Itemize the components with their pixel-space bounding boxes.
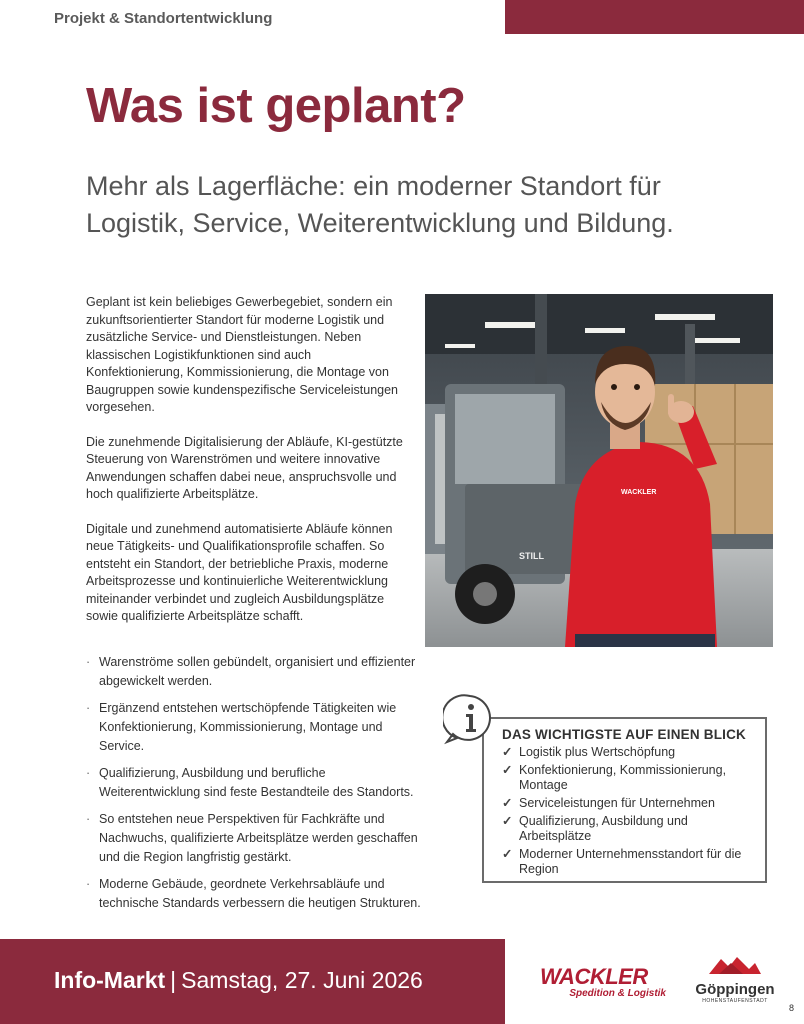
- warehouse-photo: [425, 294, 773, 647]
- key-facts-title: DAS WICHTIGSTE AUF EINEN BLICK: [502, 727, 746, 742]
- check-icon: ✓: [502, 796, 513, 810]
- mountains-icon: [707, 955, 763, 975]
- list-item: [502, 847, 755, 877]
- list-item: [502, 814, 755, 844]
- shirt-logo: WACKLER: [621, 489, 657, 496]
- list-item: · Ergänzend entstehen wertschöpfende Tätigkeiten wie Konfektionierung, Kommissionierung, Montage und Service.: [86, 699, 426, 756]
- paragraph: Die zunehmende Digitalisierung der Abläufe, KI-gestützte Steuerung von Warenströmen und weitere innovative Anwendungen schaffen dabei neue, anspruchsvolle und hoch qualifizierte Arbeitsplätze.: [86, 434, 403, 501]
- paragraph: Geplant ist kein beliebiges Gewerbegebiet, sondern ein zukunftsorientierter Standort für moderne Logistik und zusätzliche Service- und Dienstleistungen. Neben klassischen Logistikfunktionen sind auch Konfektionierung, Kommissionierung, die Montage von Baugruppen sowie kundenspezifische Serviceleistungen vorgesehen.: [86, 295, 399, 414]
- forklift-label: STILL: [519, 551, 544, 561]
- photo-illustration: [425, 294, 773, 647]
- goeppingen-logo-subtitle: HOHENSTAUFENSTADT: [702, 998, 768, 1004]
- key-facts-list: [502, 745, 755, 877]
- wackler-logo-name: WACKLER: [540, 964, 648, 989]
- list-item: [502, 745, 755, 760]
- goeppingen-logo: [690, 955, 780, 1004]
- paragraph: Digitale und zunehmend automatisierte Abläufe können neue Tätigkeits- und Qualifikationsprofile schaffen. So entsteht ein Standort, der betriebliche Praxis, moderne Arbeitsprozesse und kontinuierliche Weiterentwicklung miteinander verbindet und zugleich Ausbildungsplätze sowie qualifizierte Arbeitsplätze schafft.: [86, 521, 393, 623]
- footer-separator: |: [170, 967, 177, 993]
- key-fact-text: Konfektionierung, Kommissionierung, Montage: [519, 763, 727, 792]
- section-label: Projekt & Standortentwicklung: [54, 10, 273, 27]
- check-icon: ✓: [502, 763, 513, 777]
- check-icon: ✓: [502, 814, 513, 828]
- check-icon: ✓: [502, 847, 513, 861]
- event-info: [54, 967, 423, 994]
- list-item: [502, 796, 755, 811]
- check-icon: ✓: [502, 745, 513, 759]
- list-item: · Moderne Gebäude, geordnete Verkehrsabläufe und technische Standards verbessern die heutigen Strukturen.: [86, 875, 426, 913]
- key-fact-text: Logistik plus Wertschöpfung: [519, 745, 676, 759]
- page-title: Was ist geplant?: [86, 79, 466, 133]
- key-facts-box: [482, 717, 767, 883]
- goeppingen-logo-name: Göppingen: [695, 981, 775, 998]
- list-item: · Warenströme sollen gebündelt, organisiert und effizienter abgewickelt werden.: [86, 653, 426, 691]
- info-icon: [443, 692, 497, 746]
- list-item: · Qualifizierung, Ausbildung und berufliche Weiterentwicklung sind feste Bestandteile des Standorts.: [86, 764, 426, 802]
- wackler-logo-subtitle: Spedition & Logistik: [569, 988, 666, 999]
- page-number: 8: [789, 1003, 795, 1013]
- bullet-list: [86, 653, 426, 921]
- event-date: Samstag, 27. Juni 2026: [181, 967, 423, 993]
- key-fact-text: Qualifizierung, Ausbildung und Arbeitsplätze: [519, 814, 688, 843]
- event-name: Info-Markt: [54, 967, 166, 993]
- wackler-logo: [540, 966, 666, 1000]
- key-fact-text: Moderner Unternehmensstandort für die Region: [519, 847, 742, 876]
- list-item: [502, 763, 755, 793]
- header-accent-bar: [505, 0, 804, 34]
- list-item: · So entstehen neue Perspektiven für Fachkräfte und Nachwuchs, qualifizierte Arbeitsplätze werden geschaffen und die Region langfristig gestärkt.: [86, 810, 426, 867]
- key-fact-text: Serviceleistungen für Unternehmen: [519, 796, 715, 810]
- body-text: [86, 294, 411, 643]
- page-subtitle: Mehr als Lagerfläche: ein moderner Standort für Logistik, Service, Weiterentwicklung und Bildung.: [86, 171, 674, 238]
